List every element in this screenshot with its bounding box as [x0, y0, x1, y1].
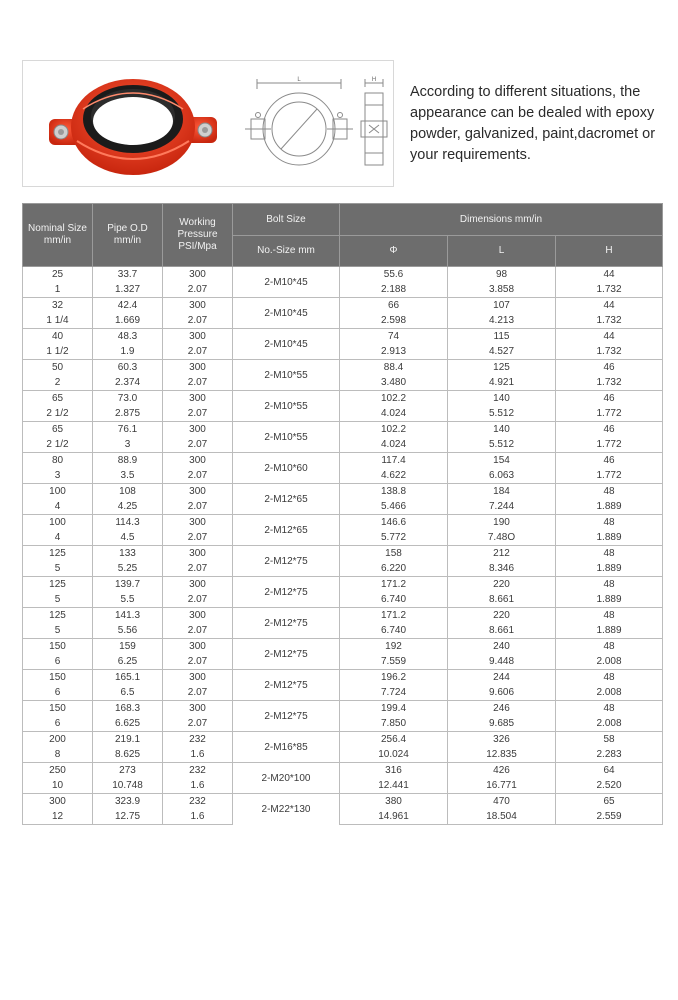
header-working-pressure: Working Pressure PSI/Mpa: [163, 204, 233, 267]
dim-phi-mm: 171.2: [340, 577, 448, 593]
dim-phi-mm: 102.2: [340, 391, 448, 407]
dim-phi-in: 6.740: [340, 592, 448, 608]
table-row-in: [23, 530, 663, 546]
pressure-psi: 300: [163, 670, 233, 686]
pressure-psi: 300: [163, 422, 233, 438]
dim-h-mm: 48: [556, 639, 663, 655]
pipe-od-in: 2.875: [93, 406, 163, 422]
pipe-od-in: 6.5: [93, 685, 163, 701]
pressure-psi: 232: [163, 794, 233, 810]
pipe-od-in: 5.25: [93, 561, 163, 577]
dim-h-mm: 48: [556, 577, 663, 593]
table-row-in: [23, 623, 663, 639]
nominal-size-mm: 65: [23, 391, 93, 407]
pressure-mpa: 2.07: [163, 437, 233, 453]
table-row-in: [23, 778, 663, 794]
spec-table-body: [23, 267, 663, 825]
drawing-label-h: H: [371, 77, 377, 83]
nominal-size-in: 6: [23, 654, 93, 670]
dim-l-mm: 470: [448, 794, 556, 810]
dim-l-mm: 220: [448, 608, 556, 624]
pipe-od-in: 1.669: [93, 313, 163, 329]
dim-l-mm: 240: [448, 639, 556, 655]
nominal-size-mm: 50: [23, 360, 93, 376]
dim-phi-mm: 171.2: [340, 608, 448, 624]
pressure-mpa: 1.6: [163, 809, 233, 825]
dim-h-mm: 48: [556, 546, 663, 562]
dim-l-in: 4.213: [448, 313, 556, 329]
nominal-size-mm: 125: [23, 546, 93, 562]
bolt-size: 2-M12*75: [233, 639, 340, 670]
table-row-in: [23, 592, 663, 608]
table-row-in: [23, 716, 663, 732]
dim-h-in: 1.889: [556, 623, 663, 639]
dim-h-mm: 46: [556, 453, 663, 469]
pipe-od-in: 5.5: [93, 592, 163, 608]
table-row-mm: [23, 515, 663, 531]
coupling-photo: [43, 69, 223, 179]
table-row-in: [23, 282, 663, 298]
pipe-od-mm: 168.3: [93, 701, 163, 717]
pressure-mpa: 2.07: [163, 530, 233, 546]
pressure-psi: 300: [163, 546, 233, 562]
pressure-psi: 300: [163, 608, 233, 624]
pipe-od-mm: 133: [93, 546, 163, 562]
bolt-size: 2-M10*55: [233, 422, 340, 453]
nominal-size-mm: 125: [23, 577, 93, 593]
dim-l-mm: 220: [448, 577, 556, 593]
nominal-size-in: 1 1/4: [23, 313, 93, 329]
nominal-size-mm: 40: [23, 329, 93, 345]
dim-h-mm: 48: [556, 484, 663, 500]
dim-l-in: 5.512: [448, 406, 556, 422]
table-row-in: [23, 344, 663, 360]
nominal-size-in: 4: [23, 499, 93, 515]
dim-l-in: 9.606: [448, 685, 556, 701]
nominal-size-mm: 150: [23, 670, 93, 686]
dim-l-mm: 326: [448, 732, 556, 748]
dim-phi-in: 5.772: [340, 530, 448, 546]
dim-phi-mm: 380: [340, 794, 448, 810]
dimension-drawing: [233, 75, 393, 175]
pressure-mpa: 2.07: [163, 654, 233, 670]
pipe-od-mm: 48.3: [93, 329, 163, 345]
dim-l-mm: 244: [448, 670, 556, 686]
dim-phi-in: 10.024: [340, 747, 448, 763]
nominal-size-mm: 300: [23, 794, 93, 810]
dim-h-in: 1.772: [556, 406, 663, 422]
dim-l-in: 7.48O: [448, 530, 556, 546]
pipe-od-mm: 108: [93, 484, 163, 500]
dim-phi-in: 6.740: [340, 623, 448, 639]
dim-phi-in: 5.466: [340, 499, 448, 515]
nominal-size-in: 10: [23, 778, 93, 794]
nominal-size-mm: 150: [23, 701, 93, 717]
dim-l-mm: 125: [448, 360, 556, 376]
pressure-mpa: 2.07: [163, 344, 233, 360]
pipe-od-in: 3.5: [93, 468, 163, 484]
nominal-size-in: 4: [23, 530, 93, 546]
dim-h-in: 1.889: [556, 592, 663, 608]
nominal-size-mm: 150: [23, 639, 93, 655]
dim-phi-in: 12.441: [340, 778, 448, 794]
nominal-size-mm: 32: [23, 298, 93, 314]
dim-l-in: 9.685: [448, 716, 556, 732]
pipe-od-mm: 139.7: [93, 577, 163, 593]
dim-phi-in: 2.913: [340, 344, 448, 360]
pressure-psi: 300: [163, 391, 233, 407]
dim-phi-in: 14.961: [340, 809, 448, 825]
pressure-mpa: 2.07: [163, 499, 233, 515]
dim-l-in: 9.448: [448, 654, 556, 670]
nominal-size-in: 5: [23, 623, 93, 639]
nominal-size-in: 2 1/2: [23, 406, 93, 422]
dim-phi-mm: 256.4: [340, 732, 448, 748]
dim-phi-mm: 74: [340, 329, 448, 345]
dim-h-in: 1.889: [556, 561, 663, 577]
dim-h-in: 1.772: [556, 437, 663, 453]
table-row-in: [23, 561, 663, 577]
dim-phi-in: 3.480: [340, 375, 448, 391]
pipe-od-in: 10.748: [93, 778, 163, 794]
dim-h-mm: 44: [556, 298, 663, 314]
table-row-mm: [23, 422, 663, 438]
dim-phi-in: 4.622: [340, 468, 448, 484]
intro-text: According to different situations, the appearance can be dealed with epoxy powder, galvanized, paint,dacromet or your requirements.: [410, 84, 656, 163]
bolt-size: 2-M12*75: [233, 577, 340, 608]
dim-h-mm: 58: [556, 732, 663, 748]
dim-h-mm: 46: [556, 360, 663, 376]
pressure-mpa: 2.07: [163, 592, 233, 608]
pipe-od-in: 6.25: [93, 654, 163, 670]
dim-h-in: 1.732: [556, 344, 663, 360]
table-row-in: [23, 654, 663, 670]
pipe-od-in: 12.75: [93, 809, 163, 825]
nominal-size-in: 5: [23, 592, 93, 608]
nominal-size-in: 12: [23, 809, 93, 825]
table-row-mm: [23, 670, 663, 686]
pressure-mpa: 2.07: [163, 561, 233, 577]
pressure-psi: 232: [163, 732, 233, 748]
pressure-mpa: 2.07: [163, 716, 233, 732]
bolt-size: 2-M10*60: [233, 453, 340, 484]
nominal-size-mm: 100: [23, 515, 93, 531]
table-row-in: [23, 685, 663, 701]
dim-h-in: 1.732: [556, 282, 663, 298]
dim-h-mm: 46: [556, 422, 663, 438]
dim-l-in: 8.661: [448, 592, 556, 608]
pressure-psi: 300: [163, 298, 233, 314]
nominal-size-in: 5: [23, 561, 93, 577]
dim-phi-in: 2.188: [340, 282, 448, 298]
bolt-size: 2-M20*100: [233, 763, 340, 794]
table-row-in: [23, 499, 663, 515]
dim-phi-mm: 66: [340, 298, 448, 314]
table-row-in: [23, 468, 663, 484]
table-row-mm: [23, 608, 663, 624]
pressure-mpa: 2.07: [163, 282, 233, 298]
pressure-psi: 300: [163, 484, 233, 500]
dim-l-mm: 140: [448, 391, 556, 407]
header-dimensions: Dimensions mm/in: [340, 204, 663, 236]
nominal-size-mm: 250: [23, 763, 93, 779]
pipe-od-mm: 114.3: [93, 515, 163, 531]
dim-l-mm: 98: [448, 267, 556, 283]
pressure-psi: 300: [163, 453, 233, 469]
pressure-mpa: 2.07: [163, 623, 233, 639]
pressure-mpa: 1.6: [163, 778, 233, 794]
pressure-mpa: 2.07: [163, 375, 233, 391]
pressure-mpa: 2.07: [163, 685, 233, 701]
pipe-od-in: 4.25: [93, 499, 163, 515]
bolt-size: 2-M10*45: [233, 329, 340, 360]
dim-l-in: 8.346: [448, 561, 556, 577]
pressure-psi: 300: [163, 360, 233, 376]
pipe-od-in: 4.5: [93, 530, 163, 546]
dim-l-in: 5.512: [448, 437, 556, 453]
dim-l-mm: 184: [448, 484, 556, 500]
dim-h-in: 1.732: [556, 375, 663, 391]
pipe-od-mm: 88.9: [93, 453, 163, 469]
dim-h-in: 2.559: [556, 809, 663, 825]
nominal-size-mm: 80: [23, 453, 93, 469]
dim-phi-in: 2.598: [340, 313, 448, 329]
bolt-size: 2-M10*45: [233, 267, 340, 298]
table-row-mm: [23, 639, 663, 655]
pipe-od-in: 8.625: [93, 747, 163, 763]
dim-h-in: 2.008: [556, 716, 663, 732]
dim-h-in: 2.283: [556, 747, 663, 763]
table-row-mm: [23, 329, 663, 345]
dim-l-in: 8.661: [448, 623, 556, 639]
dim-h-mm: 65: [556, 794, 663, 810]
dim-h-mm: 48: [556, 701, 663, 717]
dim-l-mm: 107: [448, 298, 556, 314]
dim-phi-mm: 196.2: [340, 670, 448, 686]
table-row-in: [23, 437, 663, 453]
table-row-in: [23, 313, 663, 329]
pipe-od-mm: 141.3: [93, 608, 163, 624]
pipe-od-in: 5.56: [93, 623, 163, 639]
dim-phi-in: 4.024: [340, 406, 448, 422]
header-l: L: [448, 236, 556, 267]
nominal-size-in: 6: [23, 716, 93, 732]
pipe-od-in: 1.9: [93, 344, 163, 360]
pipe-od-mm: 33.7: [93, 267, 163, 283]
table-row-mm: [23, 453, 663, 469]
pipe-od-mm: 159: [93, 639, 163, 655]
nominal-size-mm: 125: [23, 608, 93, 624]
dim-h-in: 2.008: [556, 654, 663, 670]
bolt-size: 2-M12*65: [233, 484, 340, 515]
dim-l-in: 4.527: [448, 344, 556, 360]
table-row-mm: [23, 484, 663, 500]
nominal-size-in: 1 1/2: [23, 344, 93, 360]
dim-h-mm: 48: [556, 670, 663, 686]
nominal-size-in: 1: [23, 282, 93, 298]
bolt-size: 2-M16*85: [233, 732, 340, 763]
table-row-mm: [23, 732, 663, 748]
dim-phi-mm: 55.6: [340, 267, 448, 283]
header-nominal-size: Nominal Size mm/in: [23, 204, 93, 267]
dim-phi-mm: 199.4: [340, 701, 448, 717]
bolt-size: 2-M10*55: [233, 391, 340, 422]
dim-h-in: 1.772: [556, 468, 663, 484]
table-row-mm: [23, 391, 663, 407]
nominal-size-mm: 200: [23, 732, 93, 748]
pressure-psi: 300: [163, 267, 233, 283]
header-bolt-spec: No.-Size mm: [233, 236, 340, 267]
bolt-size: 2-M10*45: [233, 298, 340, 329]
header-phi: Φ: [340, 236, 448, 267]
table-row-mm: [23, 360, 663, 376]
pipe-od-mm: 60.3: [93, 360, 163, 376]
dim-h-in: 1.732: [556, 313, 663, 329]
dim-l-mm: 212: [448, 546, 556, 562]
dim-l-mm: 115: [448, 329, 556, 345]
pressure-mpa: 2.07: [163, 313, 233, 329]
table-row-mm: [23, 577, 663, 593]
dim-h-mm: 48: [556, 515, 663, 531]
table-row-mm: [23, 298, 663, 314]
dim-h-in: 1.889: [556, 530, 663, 546]
pipe-od-in: 2.374: [93, 375, 163, 391]
bolt-size: 2-M12*75: [233, 701, 340, 732]
pipe-od-in: 6.625: [93, 716, 163, 732]
dim-phi-mm: 138.8: [340, 484, 448, 500]
pressure-mpa: 1.6: [163, 747, 233, 763]
dim-phi-mm: 192: [340, 639, 448, 655]
nominal-size-mm: 25: [23, 267, 93, 283]
table-row-mm: [23, 701, 663, 717]
dim-l-in: 7.244: [448, 499, 556, 515]
dim-l-mm: 140: [448, 422, 556, 438]
dim-phi-mm: 316: [340, 763, 448, 779]
dim-phi-mm: 146.6: [340, 515, 448, 531]
pipe-od-mm: 42.4: [93, 298, 163, 314]
table-row-in: [23, 375, 663, 391]
bolt-size: 2-M12*65: [233, 515, 340, 546]
nominal-size-mm: 65: [23, 422, 93, 438]
header-bolt-size: Bolt Size: [233, 204, 340, 236]
header-pipe-od: Pipe O.D mm/in: [93, 204, 163, 267]
table-row-in: [23, 747, 663, 763]
dim-h-mm: 46: [556, 391, 663, 407]
pressure-mpa: 2.07: [163, 406, 233, 422]
nominal-size-in: 3: [23, 468, 93, 484]
table-row-in: [23, 809, 663, 825]
pressure-psi: 300: [163, 701, 233, 717]
pressure-psi: 300: [163, 515, 233, 531]
spec-table: [22, 203, 663, 825]
dim-h-in: 1.889: [556, 499, 663, 515]
table-row-mm: [23, 763, 663, 779]
drawing-label-l: L: [297, 77, 301, 83]
dim-l-in: 4.921: [448, 375, 556, 391]
pipe-od-mm: 323.9: [93, 794, 163, 810]
dim-phi-mm: 88.4: [340, 360, 448, 376]
bolt-size: 2-M12*75: [233, 546, 340, 577]
dim-l-in: 16.771: [448, 778, 556, 794]
dim-phi-in: 7.724: [340, 685, 448, 701]
dim-l-mm: 190: [448, 515, 556, 531]
dim-h-mm: 44: [556, 329, 663, 345]
dim-phi-mm: 117.4: [340, 453, 448, 469]
bolt-size: 2-M12*75: [233, 670, 340, 701]
pressure-mpa: 2.07: [163, 468, 233, 484]
dim-l-mm: 426: [448, 763, 556, 779]
pressure-psi: 232: [163, 763, 233, 779]
pipe-od-mm: 73.0: [93, 391, 163, 407]
dim-h-in: 2.008: [556, 685, 663, 701]
table-row-in: [23, 406, 663, 422]
dim-h-in: 2.520: [556, 778, 663, 794]
pressure-psi: 300: [163, 577, 233, 593]
pipe-od-in: 1.327: [93, 282, 163, 298]
nominal-size-mm: 100: [23, 484, 93, 500]
dim-h-mm: 44: [556, 267, 663, 283]
dim-phi-in: 4.024: [340, 437, 448, 453]
dim-phi-in: 7.559: [340, 654, 448, 670]
dim-phi-mm: 102.2: [340, 422, 448, 438]
dim-l-mm: 246: [448, 701, 556, 717]
bolt-size: 2-M10*55: [233, 360, 340, 391]
dim-l-mm: 154: [448, 453, 556, 469]
nominal-size-in: 6: [23, 685, 93, 701]
dim-l-in: 18.504: [448, 809, 556, 825]
bolt-size: 2-M22*130: [233, 794, 340, 825]
dim-phi-in: 7.850: [340, 716, 448, 732]
pipe-od-mm: 165.1: [93, 670, 163, 686]
nominal-size-in: 2 1/2: [23, 437, 93, 453]
dim-h-mm: 64: [556, 763, 663, 779]
table-row-mm: [23, 267, 663, 283]
dim-l-in: 6.063: [448, 468, 556, 484]
nominal-size-in: 8: [23, 747, 93, 763]
bolt-size: 2-M12*75: [233, 608, 340, 639]
pressure-psi: 300: [163, 329, 233, 345]
pressure-psi: 300: [163, 639, 233, 655]
dim-h-mm: 48: [556, 608, 663, 624]
pipe-od-mm: 76.1: [93, 422, 163, 438]
dim-phi-mm: 158: [340, 546, 448, 562]
dim-phi-in: 6.220: [340, 561, 448, 577]
dim-l-in: 12.835: [448, 747, 556, 763]
pipe-od-mm: 219.1: [93, 732, 163, 748]
header-h: H: [556, 236, 663, 267]
product-banner: [22, 60, 394, 187]
pipe-od-mm: 273: [93, 763, 163, 779]
table-row-mm: [23, 794, 663, 810]
dim-l-in: 3.858: [448, 282, 556, 298]
table-row-mm: [23, 546, 663, 562]
nominal-size-in: 2: [23, 375, 93, 391]
pipe-od-in: 3: [93, 437, 163, 453]
